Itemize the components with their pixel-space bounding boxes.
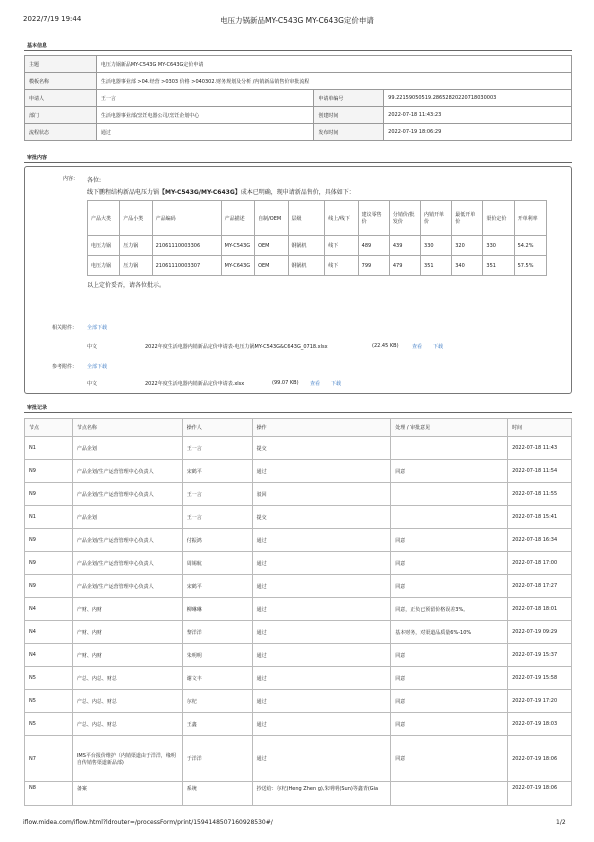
price-header-cell: 自制/OEM xyxy=(255,201,288,236)
related-view-link[interactable]: 查看 xyxy=(412,344,423,350)
log-cell: 同意 xyxy=(391,552,508,575)
price-row xyxy=(88,236,547,256)
page-number: 1/2 xyxy=(556,819,566,826)
price-cell: 340 xyxy=(452,256,483,276)
log-cell: 产财、内财 xyxy=(72,598,182,621)
log-cell: 同意 xyxy=(391,713,508,736)
log-cell: 产品企划 xyxy=(72,506,182,529)
price-cell: 320 xyxy=(452,236,483,256)
log-cell: 通过 xyxy=(252,713,391,736)
log-row xyxy=(25,437,572,460)
related-file-size: (22.45 KB) xyxy=(372,343,399,349)
price-cell: 489 xyxy=(358,236,389,256)
field-value: 通过 xyxy=(96,124,313,141)
log-row xyxy=(25,713,572,736)
field-value: 生活电器事业部 >04.经营 >0303 价格 >040302.财务规划及分析 /内销新品销售价审批流程 xyxy=(96,73,571,90)
field-label: 流程状态 xyxy=(25,124,97,141)
log-row xyxy=(25,529,572,552)
log-cell: 产品企划 xyxy=(72,437,182,460)
log-cell: 同意 xyxy=(391,690,508,713)
log-header-cell: 操作 xyxy=(252,419,391,437)
reference-download-all-link[interactable]: 全部下载 xyxy=(87,364,108,370)
basic-row xyxy=(25,73,572,90)
log-cell: 提交 xyxy=(252,437,391,460)
log-cell: 宋鹤平 xyxy=(182,575,252,598)
price-header-cell: 内销开单价 xyxy=(421,201,452,236)
price-header-cell: 渠价定价 xyxy=(483,201,514,236)
log-cell: N9 xyxy=(25,460,73,483)
intro-model: 【MY-C543G/MY-C643G】 xyxy=(159,189,241,196)
log-cell: 同意 xyxy=(391,667,508,690)
log-row xyxy=(25,552,572,575)
log-cell: 2022-07-19 18:06 xyxy=(508,782,572,806)
price-cell: 压力锅 xyxy=(120,236,152,256)
log-header-cell: 节点 xyxy=(25,419,73,437)
divider xyxy=(24,412,572,413)
log-cell: 王一言 xyxy=(182,506,252,529)
log-row xyxy=(25,575,572,598)
reference-attachments-label: 参考附件： xyxy=(52,364,78,370)
price-cell: 电压力锅 xyxy=(88,236,120,256)
log-cell xyxy=(391,506,508,529)
basic-section-label: 基本信息 xyxy=(27,43,48,49)
field-label: 创建时间 xyxy=(314,107,384,124)
log-cell: N9 xyxy=(25,529,73,552)
reference-file-name: 2022年度生活电器内销新品定价申请表.xlsx xyxy=(145,381,245,387)
log-cell: N5 xyxy=(25,713,73,736)
log-cell: 产品企划/生产运营管理中心负责人 xyxy=(72,483,182,506)
price-header-cell: 产品小类 xyxy=(120,201,152,236)
log-cell: 2022-07-19 15:37 xyxy=(508,644,572,667)
log-cell: 同意 xyxy=(391,529,508,552)
closing-text: 以上定价妥否，请各位批示。 xyxy=(87,282,166,289)
basic-info-table xyxy=(24,55,572,141)
reference-file-size: (99.07 KB) xyxy=(272,380,299,386)
log-header-row xyxy=(25,419,572,437)
log-cell: 抄送给：尔杞(Heng Zhen g),朱明明(Sun)等鑫青(Gia xyxy=(252,782,391,806)
log-cell: 王鑫 xyxy=(182,713,252,736)
log-row xyxy=(25,598,572,621)
log-cell: N9 xyxy=(25,552,73,575)
related-attachments-label: 相关附件： xyxy=(52,325,78,331)
price-row xyxy=(88,256,547,276)
reference-view-link[interactable]: 查看 xyxy=(310,381,321,387)
log-cell xyxy=(391,483,508,506)
log-cell: 通过 xyxy=(252,460,391,483)
log-cell: 产财、内财 xyxy=(72,644,182,667)
related-file-name: 2022年度生活电器内销新品定价申请表-电压力锅MY-C543G&C643G_0718.xlsx xyxy=(145,344,328,350)
field-label: 部门 xyxy=(25,107,97,124)
price-cell: 压力锅 xyxy=(120,256,152,276)
log-cell: 于洋洋 xyxy=(182,736,252,782)
price-cell: 439 xyxy=(389,236,420,256)
reference-lang: 中文 xyxy=(87,381,98,387)
log-cell: 同意，正负已预留价格误差3%。 xyxy=(391,598,508,621)
log-cell: N5 xyxy=(25,667,73,690)
log-cell: 2022-07-19 15:58 xyxy=(508,667,572,690)
log-cell: N8 xyxy=(25,782,73,806)
log-cell: 2022-07-18 11:55 xyxy=(508,483,572,506)
log-cell: N4 xyxy=(25,644,73,667)
log-cell: 产财、内财 xyxy=(72,621,182,644)
log-cell: 同意 xyxy=(391,736,508,782)
log-cell xyxy=(391,782,508,806)
log-cell: N1 xyxy=(25,437,73,460)
log-cell: 基本财务，对渠道品质量6%-10% xyxy=(391,621,508,644)
reference-download-link[interactable]: 下载 xyxy=(331,381,342,387)
log-cell: 2022-07-18 11:54 xyxy=(508,460,572,483)
intro-text xyxy=(87,187,355,196)
field-label: 申请单编号 xyxy=(314,90,384,107)
log-row xyxy=(25,736,572,782)
price-cell: OEM xyxy=(255,256,288,276)
price-cell: 线下 xyxy=(325,256,358,276)
price-cell: MY-C543G xyxy=(221,236,254,256)
log-cell: N5 xyxy=(25,690,73,713)
divider xyxy=(24,162,572,163)
log-cell: 2022-07-19 09:29 xyxy=(508,621,572,644)
field-value: 2022-07-19 18:06:29 xyxy=(384,124,572,141)
intro-post: 成本已明确，现申请新品售价，具体如下： xyxy=(240,189,355,196)
field-value: 生活电器事业部/烹饪电器公司/烹饪企划中心 xyxy=(96,107,313,124)
log-cell: 付振鸿 xyxy=(182,529,252,552)
field-value: 电压力锅新品MY-C543G MY-C643G定价申请 xyxy=(96,56,571,73)
log-cell: 2022-07-18 17:00 xyxy=(508,552,572,575)
price-header-cell: 产品大类 xyxy=(88,201,120,236)
log-cell: 王一言 xyxy=(182,483,252,506)
log-cell: 通过 xyxy=(252,552,391,575)
field-label: 模板名称 xyxy=(25,73,97,90)
log-row xyxy=(25,667,572,690)
basic-row xyxy=(25,107,572,124)
log-cell: 提交 xyxy=(252,506,391,529)
divider xyxy=(24,50,572,51)
price-header-cell: 建议零售价 xyxy=(358,201,389,236)
log-cell: 产品企划/生产运营管理中心负责人 xyxy=(72,529,182,552)
log-cell: 备案 xyxy=(72,782,182,806)
price-cell: 线下 xyxy=(325,236,358,256)
print-date: 2022/7/19 19:44 xyxy=(23,15,82,23)
log-header-cell: 时间 xyxy=(508,419,572,437)
field-label: 申请人 xyxy=(25,90,97,107)
price-cell: OEM xyxy=(255,236,288,256)
log-cell: 通过 xyxy=(252,736,391,782)
footer-url: iflow.midea.com/iflow.html?ldrouter=/processForm/print/1594148507160928530#/ xyxy=(23,819,273,826)
log-cell xyxy=(391,437,508,460)
field-value: 王一言 xyxy=(96,90,313,107)
log-cell: 黎洋洋 xyxy=(182,621,252,644)
log-cell: 2022-07-19 18:03 xyxy=(508,713,572,736)
log-cell: 产品企划/生产运营管理中心负责人 xyxy=(72,575,182,598)
log-cell: N1 xyxy=(25,506,73,529)
log-cell: 同意 xyxy=(391,644,508,667)
opinion-label: 内容： xyxy=(63,176,79,182)
approval-log-table xyxy=(24,418,572,806)
log-cell: 谢文丰 xyxy=(182,667,252,690)
field-value: 2022-07-18 11:43:23 xyxy=(384,107,572,124)
log-cell: 同意 xyxy=(391,460,508,483)
log-cell: 王一言 xyxy=(182,437,252,460)
log-header-cell: 节点名称 xyxy=(72,419,182,437)
price-header-cell: 分销价/批发价 xyxy=(389,201,420,236)
price-cell: 479 xyxy=(389,256,420,276)
price-header-row xyxy=(88,201,547,236)
log-header-cell: 处理 / 审批意见 xyxy=(391,419,508,437)
log-cell: 尔杞 xyxy=(182,690,252,713)
log-row xyxy=(25,483,572,506)
log-cell: 2022-07-19 17:20 xyxy=(508,690,572,713)
price-cell: MY-C643G xyxy=(221,256,254,276)
log-cell: 宋鹤平 xyxy=(182,460,252,483)
log-row xyxy=(25,644,572,667)
log-cell: N9 xyxy=(25,483,73,506)
basic-row xyxy=(25,56,572,73)
price-cell: 54.2% xyxy=(514,236,546,256)
log-cell: N9 xyxy=(25,575,73,598)
related-lang: 中文 xyxy=(87,344,98,350)
log-cell: 朱明明 xyxy=(182,644,252,667)
field-value: 99.22159050519.28652820220718030003 xyxy=(384,90,572,107)
intro-pre: 线下鹏程结构新品电压力锅 xyxy=(87,189,160,196)
log-cell: N4 xyxy=(25,621,73,644)
price-cell: 21061110003307 xyxy=(152,256,221,276)
log-cell: N7 xyxy=(25,736,73,782)
log-cell: 通过 xyxy=(252,644,391,667)
price-cell: 57.5% xyxy=(514,256,546,276)
log-cell: 产总、内总、财总 xyxy=(72,690,182,713)
price-header-cell: 线上/线下 xyxy=(325,201,358,236)
price-header-cell: 产品描述 xyxy=(221,201,254,236)
log-cell: 柳琳琳 xyxy=(182,598,252,621)
basic-row xyxy=(25,90,572,107)
log-cell: 产总、内总、财总 xyxy=(72,667,182,690)
log-cell: 通过 xyxy=(252,529,391,552)
log-cell: N4 xyxy=(25,598,73,621)
log-cell: 2022-07-18 15:41 xyxy=(508,506,572,529)
log-row xyxy=(25,460,572,483)
log-cell: IMS平台报价维护（内销渠道由于洋洋，缘明自传销售渠道新品部) xyxy=(72,736,182,782)
field-label: 主题 xyxy=(25,56,97,73)
price-cell: 330 xyxy=(483,236,514,256)
greeting: 各位: xyxy=(87,177,102,184)
price-cell: 351 xyxy=(421,256,452,276)
log-row xyxy=(25,506,572,529)
price-cell: 电压力锅 xyxy=(88,256,120,276)
price-cell: 330 xyxy=(421,236,452,256)
price-cell: 钢锅机 xyxy=(288,236,325,256)
price-header-cell: 开单利率 xyxy=(514,201,546,236)
log-cell: 产总、内总、财总 xyxy=(72,713,182,736)
log-cell: 2022-07-18 11:43 xyxy=(508,437,572,460)
log-cell: 2022-07-18 16:34 xyxy=(508,529,572,552)
price-table xyxy=(87,200,547,276)
log-cell: 2022-07-18 18:01 xyxy=(508,598,572,621)
log-cell: 通过 xyxy=(252,575,391,598)
basic-row xyxy=(25,124,572,141)
log-cell: 通过 xyxy=(252,598,391,621)
price-header-cell: 层级 xyxy=(288,201,325,236)
log-row xyxy=(25,621,572,644)
field-label: 发布时间 xyxy=(314,124,384,141)
log-cell: 通过 xyxy=(252,621,391,644)
price-header-cell: 产品编码 xyxy=(152,201,221,236)
log-cell: 驳回 xyxy=(252,483,391,506)
price-cell: 799 xyxy=(358,256,389,276)
price-cell: 21061110003306 xyxy=(152,236,221,256)
log-cell: 通过 xyxy=(252,690,391,713)
opinion-section-label: 审批内容 xyxy=(27,155,48,161)
related-download-link[interactable]: 下载 xyxy=(433,344,444,350)
log-cell: 2022-07-18 17:27 xyxy=(508,575,572,598)
log-cell: 2022-07-19 18:06 xyxy=(508,736,572,782)
log-row xyxy=(25,782,572,806)
log-row xyxy=(25,690,572,713)
log-cell: 同意 xyxy=(391,575,508,598)
log-section-label: 审批记录 xyxy=(27,405,48,411)
log-cell: 通过 xyxy=(252,667,391,690)
log-header-cell: 操作人 xyxy=(182,419,252,437)
price-header-cell: 最低开单价 xyxy=(452,201,483,236)
price-cell: 351 xyxy=(483,256,514,276)
log-cell: 产品企划/生产运营管理中心负责人 xyxy=(72,552,182,575)
log-cell: 系统 xyxy=(182,782,252,806)
log-cell: 周锡航 xyxy=(182,552,252,575)
related-download-all-link[interactable]: 全部下载 xyxy=(87,325,108,331)
log-cell: 产品企划/生产运营管理中心负责人 xyxy=(72,460,182,483)
page-title: 电压力锅新品MY-C543G MY-C643G定价申请 xyxy=(220,16,374,25)
price-cell: 钢锅机 xyxy=(288,256,325,276)
